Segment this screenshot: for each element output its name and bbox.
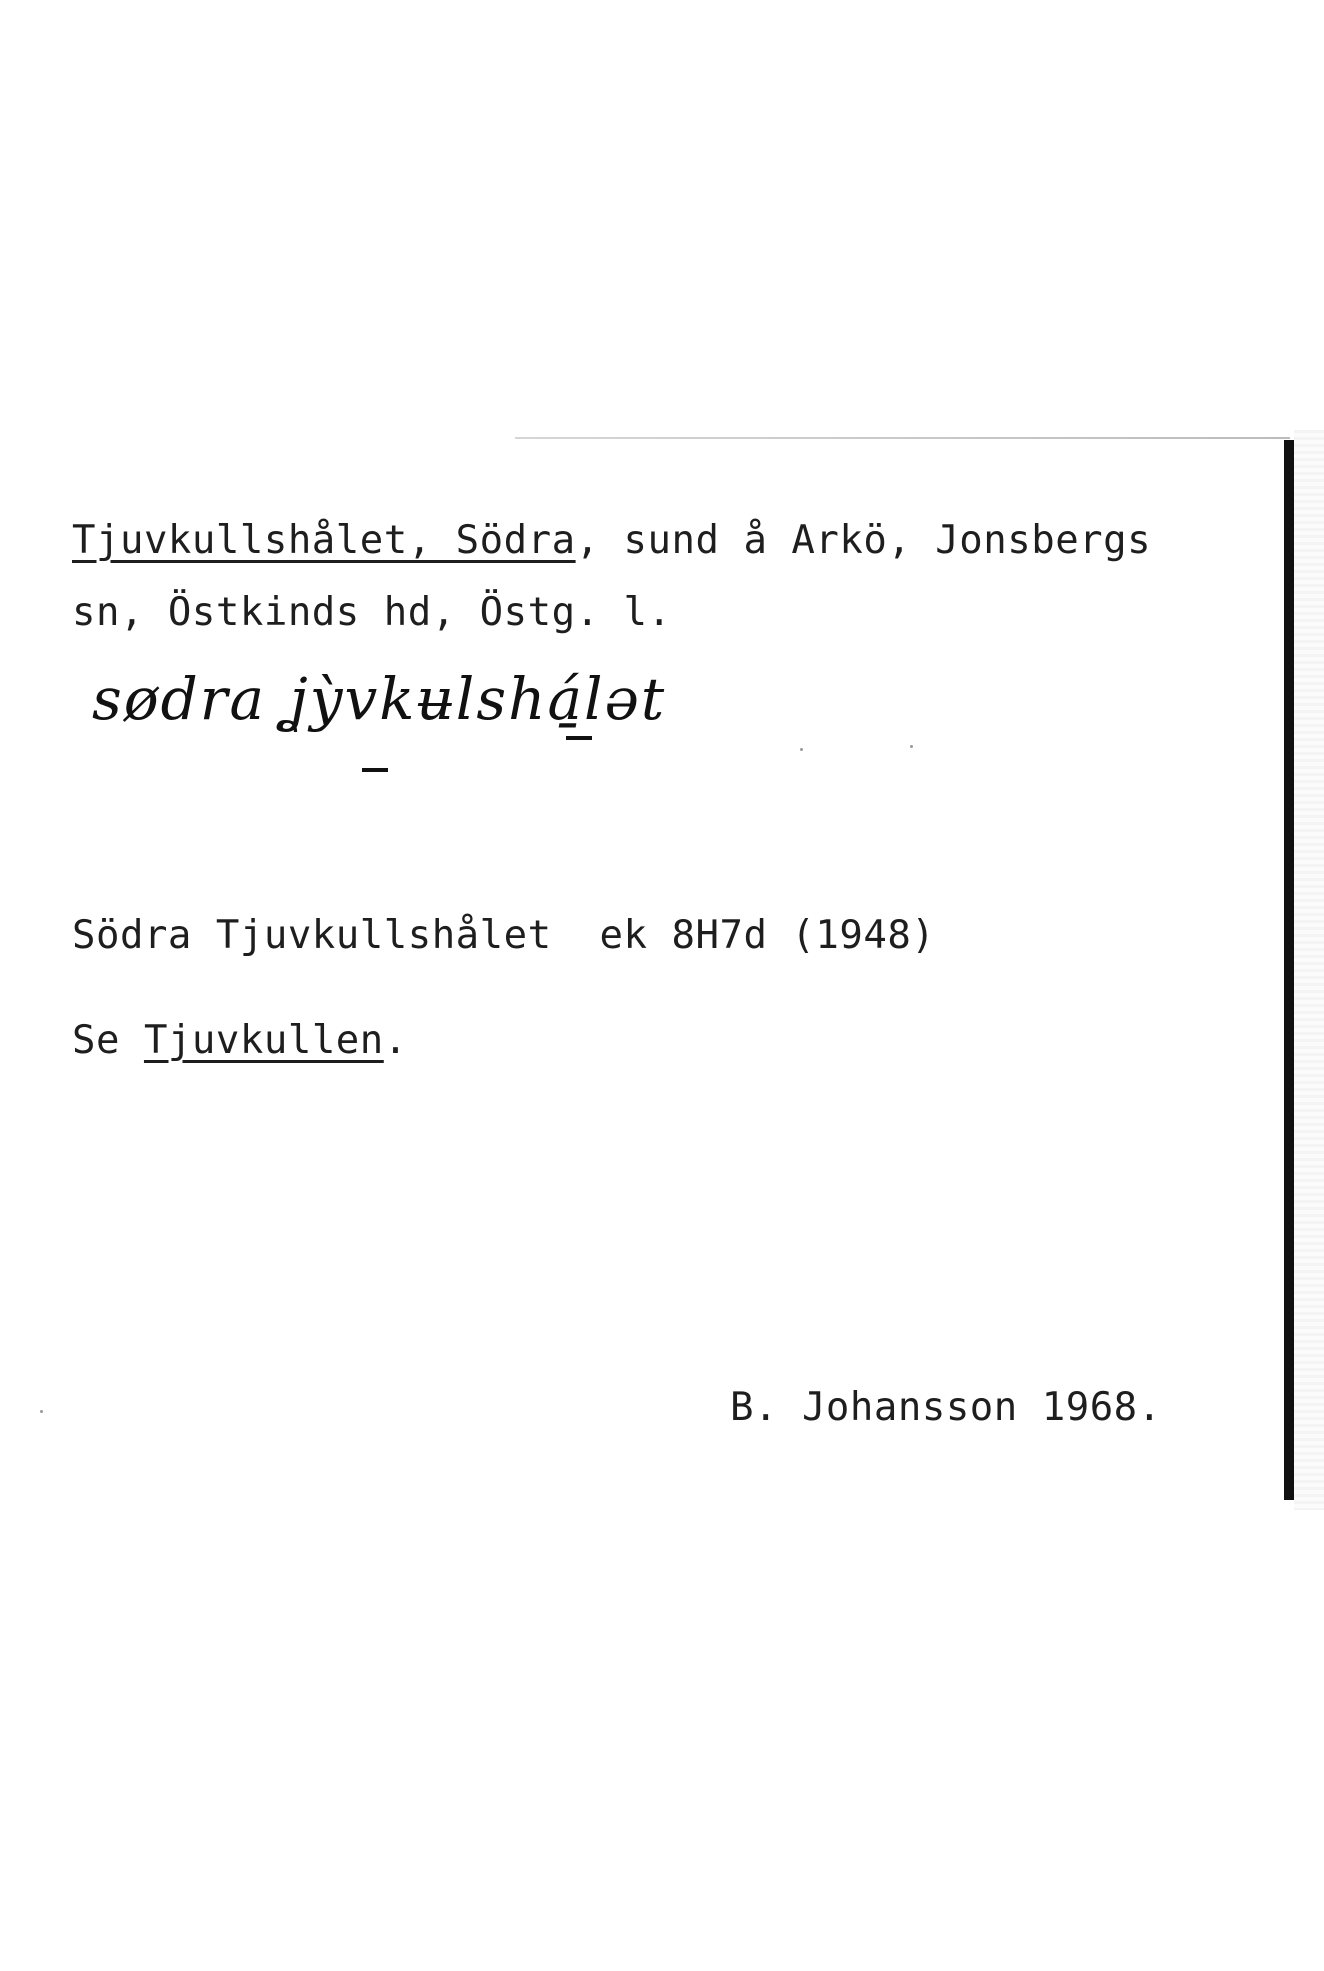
- heading-line: [72, 518, 1151, 563]
- heading-description: , sund å Arkö, Jonsbergs: [575, 518, 1152, 563]
- card-right-border: [1284, 440, 1294, 1500]
- speck: [40, 1410, 43, 1413]
- author-signature: B. Johansson 1968.: [730, 1385, 1162, 1430]
- see-also-line: [72, 1018, 408, 1063]
- speck: [910, 745, 913, 748]
- see-also-prefix: Se: [72, 1018, 144, 1063]
- speck: [800, 748, 803, 751]
- see-also-suffix: .: [383, 1018, 408, 1063]
- place-name-heading: Tjuvkullshålet, Södra: [72, 518, 576, 563]
- phonetic-underline-mark: [566, 736, 592, 740]
- phonetic-transcription: sødra ʝỳvkʉlshá̱lət: [92, 665, 667, 733]
- map-reference-line: Södra Tjuvkullshålet ek 8H7d (1948): [72, 913, 936, 958]
- card-edge-texture: [1294, 430, 1324, 1510]
- phonetic-underline-mark: [362, 768, 388, 772]
- see-also-link[interactable]: Tjuvkullen: [143, 1018, 384, 1063]
- location-line: sn, Östkinds hd, Östg. l.: [72, 590, 672, 635]
- card-top-rule: [515, 437, 1290, 439]
